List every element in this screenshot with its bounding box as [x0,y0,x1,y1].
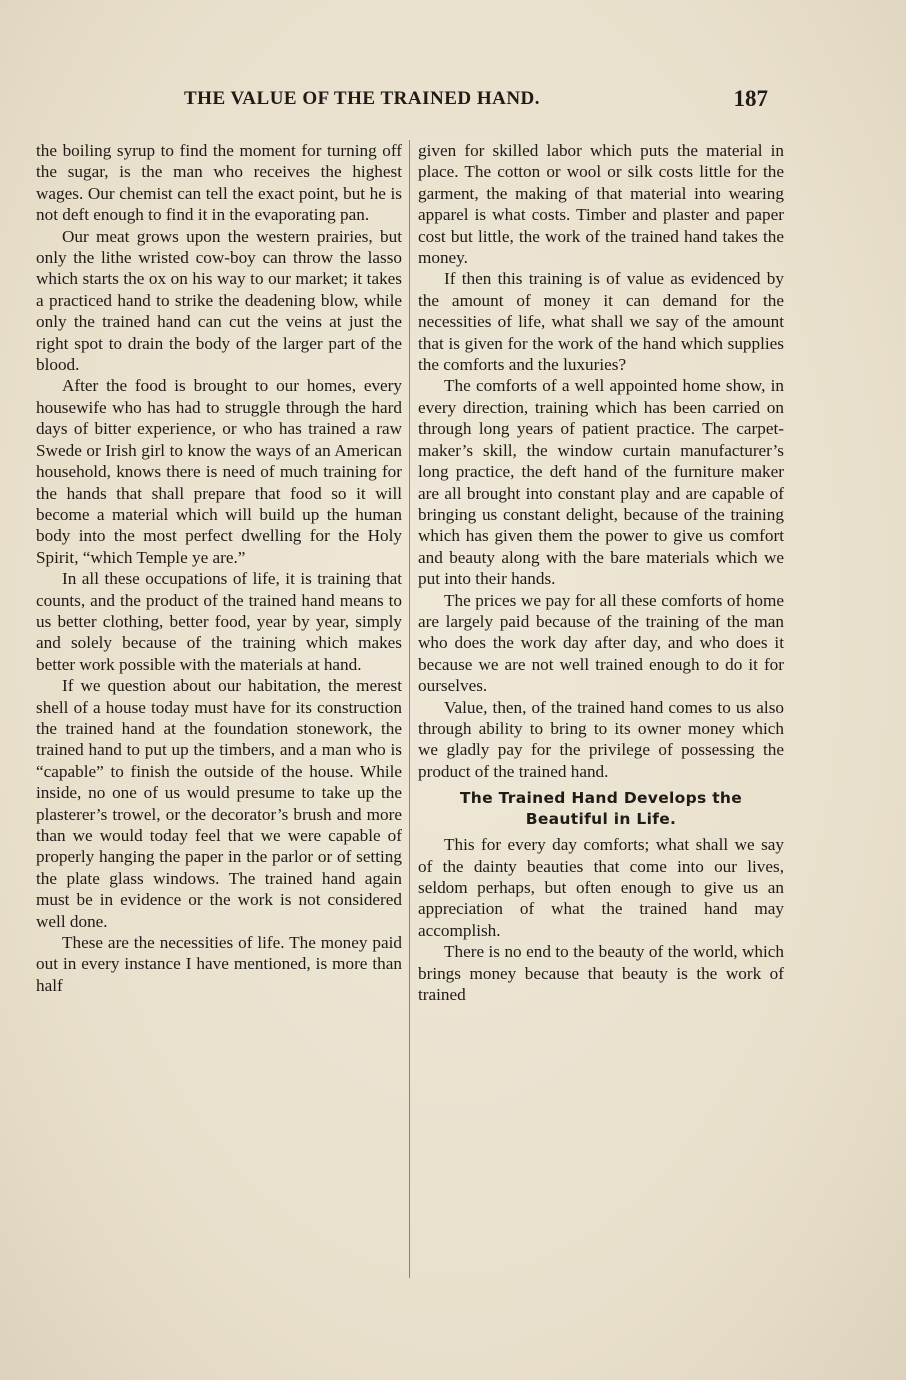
paragraph: given for skilled labor which puts the material in place. The cotton or wool or silk costs little for the garment, the making of that material into wearing apparel is what costs. Timber and plaster and paper cost but little, the work of the trained hand takes the money. [418,141,784,268]
section-heading [418,788,784,830]
paragraph: After the food is brought to our homes, every housewife who has had to struggle through the hard days of bitter experience, or who has trained a raw Swede or Irish girl to know the ways of an American household, knows there is need of much training for the hands that shall prepare that food so it will become a material which will build up the human body into the most perfect dwelling for the Holy Spirit, “which Temple ye are.” [36,376,402,567]
section-heading-line: Beautiful in Life. [525,810,677,829]
paragraph: The comforts of a well appointed home show, in every direction, training which has been carried on through long years of patient practice. The carpet-maker’s skill, the window curtain manufacturer’s long practice, the deft hand of the furniture maker are all brought into constant play and are capable of bringing us constant delight, because of the training which has given them the power to give us comfort and beauty along with the bare materials which we put into their hands. [418,376,784,589]
left-column [36,140,402,996]
paragraph: These are the necessities of life. The money paid out in every instance I have mentioned, is more than half [36,933,402,995]
page-number: 187 [733,86,768,111]
paragraph: Value, then, of the trained hand comes to us also through ability to bring to its owner money which we gladly pay for the privilege of possessing the product of the trained hand. [418,697,784,781]
paragraph: If then this training is of value as evidenced by the amount of money it can demand for the necessities of life, what shall we say of the amount that is given for the work of the hand which supplies the comforts and the luxuries? [418,269,784,375]
paragraph: In all these occupations of life, it is training that counts, and the product of the trained hand means to us better clothing, better food, year by year, simply and solely because of the training which makes better work possible with the materials at hand. [36,569,402,674]
running-title: THE VALUE OF THE TRAINED HAND. [184,88,541,109]
right-column [418,140,784,1005]
paragraph: Our meat grows upon the western prairies, but only the lithe wristed cow-boy can throw the lasso which starts the ox on his way to our market; it takes a practiced hand to strike the deadening blow, while only the trained hand can cut the veins at just the right spot to drain the body of the larger part of the blood. [36,226,402,375]
column-rule [409,140,410,1278]
paragraph: the boiling syrup to find the moment for turning off the sugar, is the man who receives the highest wages. Our chemist can tell the exact point, but he is not deft enough to find it in the evaporating pan. [36,141,402,225]
paragraph: There is no end to the beauty of the world, which brings money because that beauty is the work of trained [418,942,784,1005]
paragraph: The prices we pay for all these comforts of home are largely paid because of the training of the man who does the work day after day, and who does it because we are not well trained enough to do it for ourselves. [418,590,784,696]
section-heading-line: The Trained Hand Develops the [459,789,743,808]
paragraph: If we question about our habitation, the merest shell of a house today must have for its construction the trained hand at the foundation stonework, the trained hand to put up the timbers, and a man who is “capable” to finish the outside of the house. While inside, no one of us would presume to take up the plasterer’s trowel, or the decorator’s brush and more than we would today feel that we were capable of properly hanging the paper in the parlor or of setting the plate glass windows. The trained hand again must be in evidence or the work is not considered well done. [36,676,402,931]
page-header [36,88,786,114]
paragraph: This for every day comforts; what shall we say of the dainty beauties that come into our lives, seldom perhaps, but often enough to give us an appreciation of what the trained hand may accomplish. [418,835,784,940]
